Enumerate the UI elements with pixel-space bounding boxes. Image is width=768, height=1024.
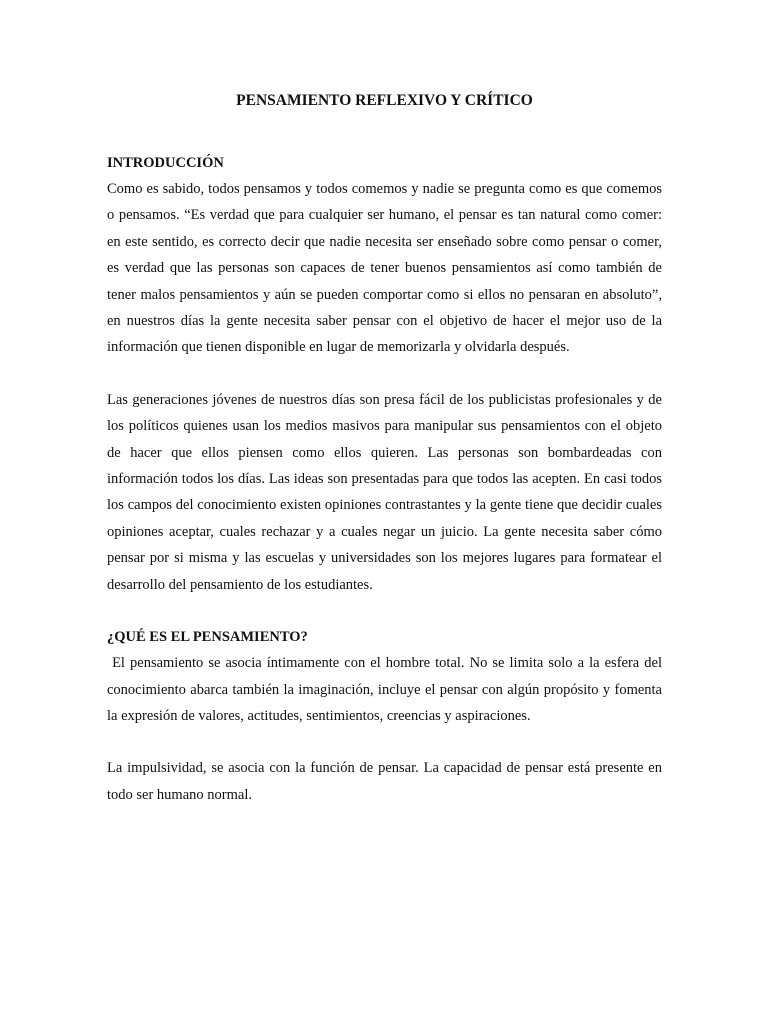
paragraph: Las generaciones jóvenes de nuestros días son presa fácil de los publicistas profesionales y de los políticos quienes usan los medios masivos para manipular sus pensamientos con el objeto de hacer que ellos piensen como ellos quieren. Las personas son bombardeadas con información todos los días. Las ideas son presentadas para que todos las acepten. En casi todos los campos del conocimiento existen opiniones contrastantes y la gente tiene que decidir cuales opiniones aceptar, cuales rechazar y a cuales negar un juicio. La gente necesita saber cómo pensar por si misma y las escuelas y universidades son los mejores lugares para formatear el desarrollo del pensamiento de los estudiantes. bbox=[107, 391, 662, 593]
section-heading: ¿QUÉ ES EL PENSAMIENTO? bbox=[107, 629, 308, 646]
section-introduccion bbox=[107, 150, 662, 598]
section-que-es-el-pensamiento bbox=[107, 624, 666, 808]
paragraph: Como es sabido, todos pensamos y todos comemos y nadie se pregunta como es que comemos o pensamos. “Es verdad que para cualquier ser humano, el pensar es tan natural como comer: en este sentido, es correcto decir que nadie necesita ser enseñado sobre como pensar o comer, es verdad que las personas son capaces de tener buenos pensamientos así como también de tener malos pensamientos y aún se pueden comportar como si ellos no pensaran en absoluto”, en nuestros días la gente necesita saber pensar con el objetivo de hacer el mejor uso de la información que tienen disponible en lugar de memorizarla y olvidarla después. bbox=[107, 181, 662, 356]
document-title: PENSAMIENTO REFLEXIVO Y CRÍTICO bbox=[236, 92, 533, 109]
document-body bbox=[107, 86, 666, 808]
paragraph: El pensamiento se asocia íntimamente con el hombre total. No se limita solo a la esfera del conocimiento abarca también la imaginación, incluye el pensar con algún propósito y fomenta la expresión de valores, actitudes, sentimientos, creencias y aspiraciones. bbox=[107, 655, 666, 724]
section-heading: INTRODUCCIÓN bbox=[107, 155, 224, 171]
paragraph: La impulsividad, se asocia con la función de pensar. La capacidad de pensar está presente en todo ser humano normal. bbox=[107, 760, 662, 803]
